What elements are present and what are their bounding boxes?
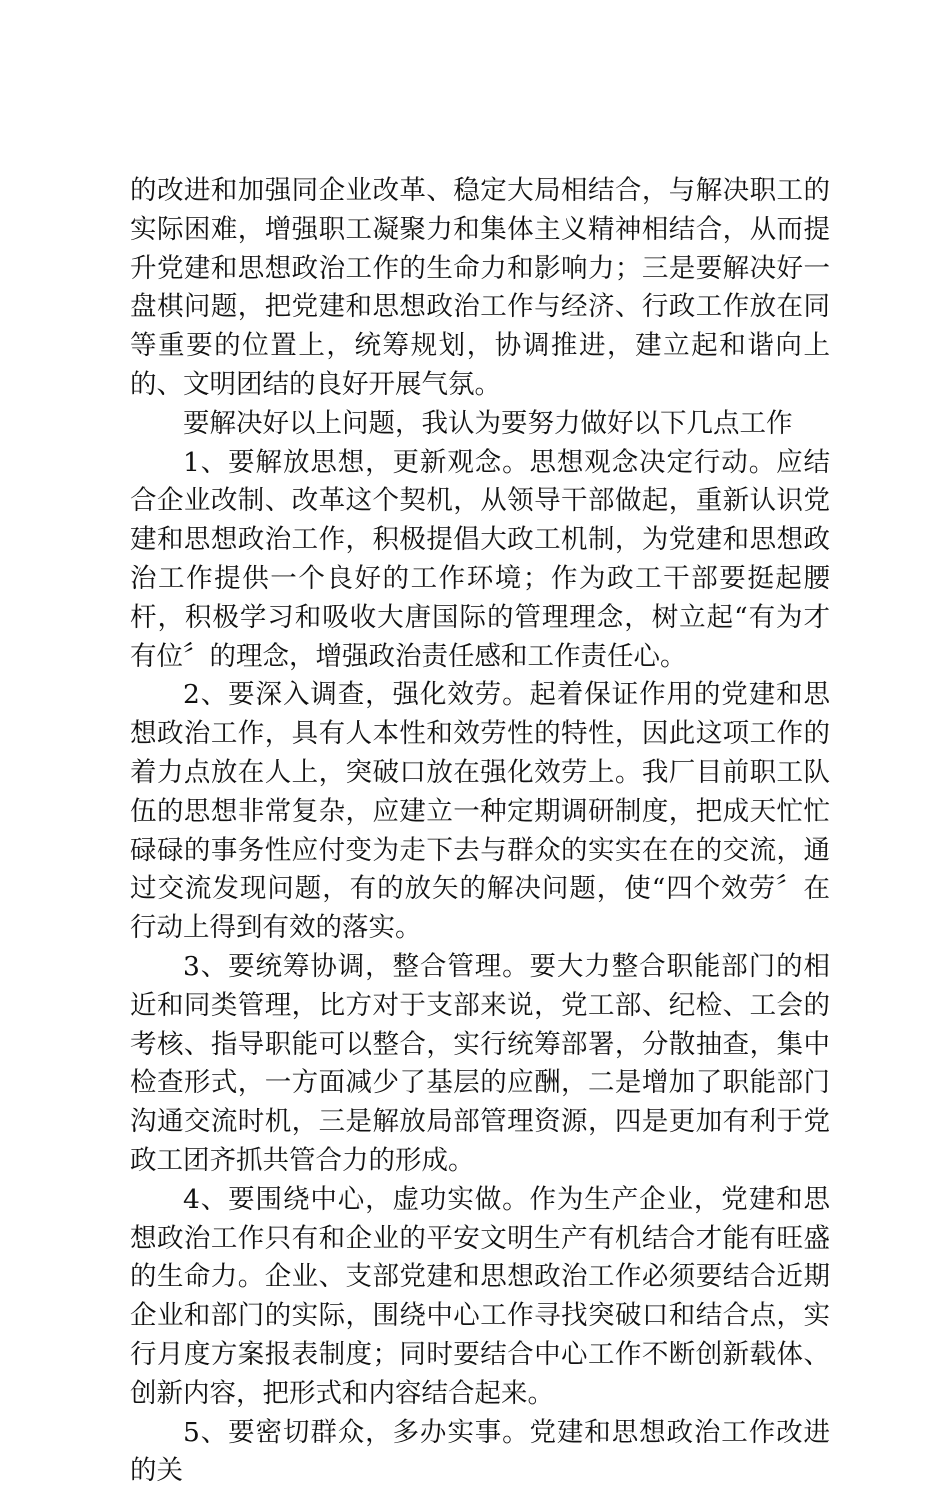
paragraph-continuation: 的改进和加强同企业改革、稳定大局相结合，与解决职工的实际困难，增强职工凝聚力和集体主义精神相结合，从而提升党建和思想政治工作的生命力和影响力；三是要解决好一盘棋问题，把党建和思想政治工作与经济、行政工作放在同等重要的位置上，统筹规划，协调推进，建立起和谐向上的、文明团结的良好开展气氛。 <box>130 172 830 405</box>
paragraph-point-5: 5、要密切群众，多办实事。党建和思想政治工作改进的关 <box>130 1414 830 1491</box>
paragraph-point-2: 2、要深入调查，强化效劳。起着保证作用的党建和思想政治工作，具有人本性和效劳性的特性，因此这项工作的着力点放在人上，突破口放在强化效劳上。我厂目前职工队伍的思想非常复杂，应建立一种定期调研制度，把成天忙忙碌碌的事务性应付变为走下去与群众的实实在在的交流，通过交流发现问题，有的放矢的解决问题，使“四个效劳〞在行动上得到有效的落实。 <box>130 676 830 948</box>
paragraph-point-4: 4、要围绕中心，虚功实做。作为生产企业，党建和思想政治工作只有和企业的平安文明生产有机结合才能有旺盛的生命力。企业、支部党建和思想政治工作必须要结合近期企业和部门的实际，围绕中心工作寻找突破口和结合点，实行月度方案报表制度；同时要结合中心工作不断创新载体、创新内容，把形式和内容结合起来。 <box>130 1181 830 1414</box>
paragraph-intro: 要解决好以上问题，我认为要努力做好以下几点工作 <box>130 405 830 444</box>
paragraph-point-3: 3、要统筹协调，整合管理。要大力整合职能部门的相近和同类管理，比方对于支部来说，党工部、纪检、工会的考核、指导职能可以整合，实行统筹部署，分散抽查，集中检查形式，一方面减少了基层的应酬，二是增加了职能部门沟通交流时机，三是解放局部管理资源，四是更加有利于党政工团齐抓共管合力的形成。 <box>130 948 830 1181</box>
document-body <box>130 172 830 1491</box>
paragraph-point-1: 1、要解放思想，更新观念。思想观念决定行动。应结合企业改制、改革这个契机，从领导干部做起，重新认识党建和思想政治工作，积极提倡大政工机制，为党建和思想政治工作提供一个良好的工作环境；作为政工干部要挺起腰杆，积极学习和吸收大唐国际的管理理念，树立起“有为才有位〞的理念，增强政治责任感和工作责任心。 <box>130 444 830 677</box>
